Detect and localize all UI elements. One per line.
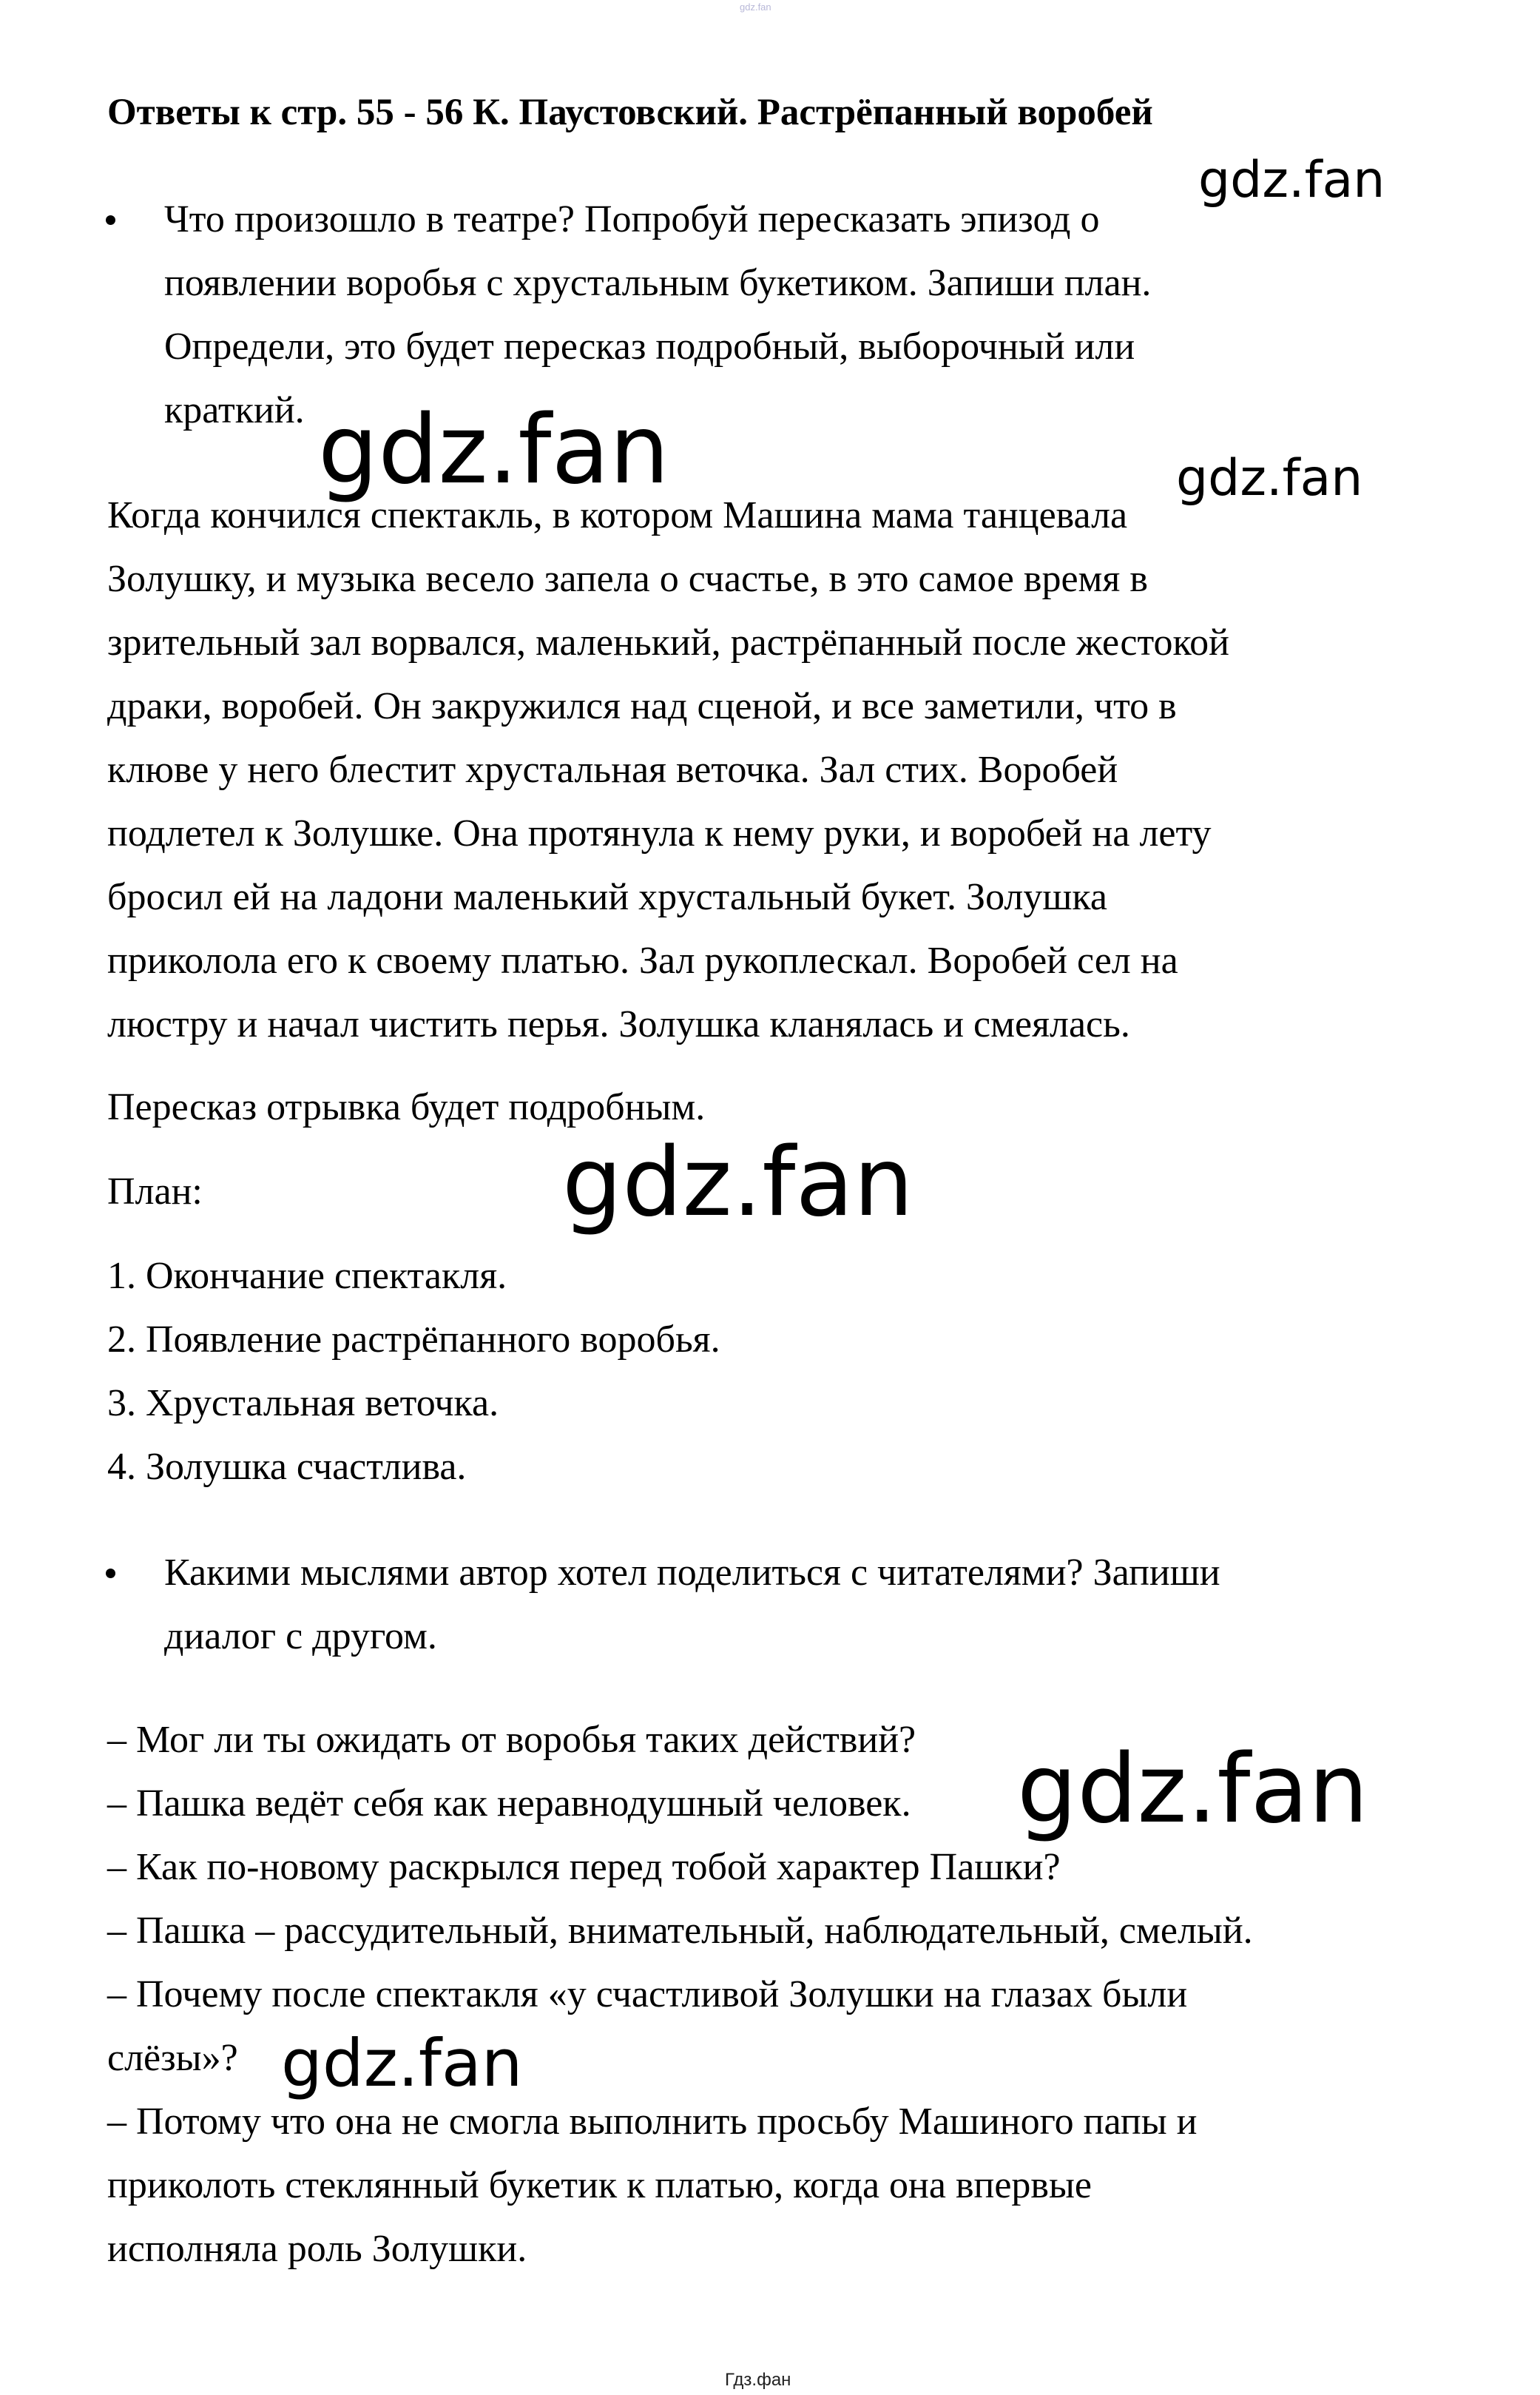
dialogue-line: – Мог ли ты ожидать от воробья таких действий?: [107, 1719, 916, 1761]
watermark: gdz.fan: [1198, 151, 1385, 209]
plan-item: 3. Хрустальная веточка.: [107, 1382, 499, 1424]
retelling-line: драки, воробей. Он закружился над сценой, и все заметили, что в: [107, 685, 1177, 727]
question-1-line: появлении воробья с хрустальным букетиком. Запиши план.: [164, 262, 1152, 304]
dialogue-line: слёзы»?: [107, 2037, 238, 2079]
watermark: gdz.fan: [1176, 449, 1363, 508]
question-2-line: Какими мыслями автор хотел поделиться с читателями? Запиши: [164, 1552, 1220, 1594]
watermark: gdz.fan: [281, 2025, 523, 2101]
dialogue-line: исполняла роль Золушки.: [107, 2228, 527, 2270]
bullet-question-1: [106, 215, 115, 225]
question-1-line: краткий.: [164, 389, 305, 431]
watermark: gdz.fan: [562, 1128, 913, 1238]
dialogue-line: – Почему после спектакля «у счастливой Золушки на глазах были: [107, 1973, 1188, 2015]
footer-text: Гдз.фан: [725, 2370, 791, 2390]
retelling-type: Пересказ отрывка будет подробным.: [107, 1086, 706, 1128]
retelling-line: подлетел к Золушке. Она протянула к нему руки, и воробей на лету: [107, 812, 1212, 855]
watermark: gdz.fan: [1017, 1734, 1368, 1845]
dialogue-line: – Потому что она не смогла выполнить просьбу Машиного папы и: [107, 2101, 1198, 2143]
plan-label: План:: [107, 1170, 203, 1213]
question-2-line: диалог с другом.: [164, 1615, 437, 1657]
retelling-line: Золушку, и музыка весело запела о счастье, в это самое время в: [107, 558, 1148, 600]
page-title: Ответы к стр. 55 - 56 К. Паустовский. Растрёпанный воробей: [107, 92, 1153, 133]
retelling-line: клюве у него блестит хрустальная веточка. Зал стих. Воробей: [107, 749, 1118, 791]
plan-item: 2. Появление растрёпанного воробья.: [107, 1318, 720, 1361]
plan-item: 1. Окончание спектакля.: [107, 1255, 507, 1297]
dialogue-line: – Пашка ведёт себя как неравнодушный человек.: [107, 1782, 911, 1825]
header-watermark: gdz.fan: [740, 1, 771, 13]
question-1-line: Что произошло в театре? Попробуй пересказать эпизод о: [164, 198, 1100, 240]
retelling-line: зрительный зал ворвался, маленький, растрёпанный после жестокой: [107, 622, 1229, 664]
plan-item: 4. Золушка счастлива.: [107, 1446, 467, 1488]
question-1-line: Определи, это будет пересказ подробный, выборочный или: [164, 326, 1135, 368]
retelling-line: бросил ей на ладони маленький хрустальный букет. Золушка: [107, 876, 1107, 918]
dialogue-line: – Как по-новому раскрылся перед тобой характер Пашки?: [107, 1846, 1061, 1888]
retelling-line: люстру и начал чистить перья. Золушка кланялась и смеялась.: [107, 1003, 1130, 1045]
retelling-line: приколола его к своему платью. Зал рукоплескал. Воробей сел на: [107, 940, 1178, 982]
watermark: gdz.fan: [318, 395, 669, 505]
dialogue-line: приколоть стеклянный букетик к платью, когда она впервые: [107, 2164, 1092, 2206]
bullet-question-2: [106, 1569, 115, 1578]
retelling-line: Когда кончился спектакль, в котором Машина мама танцевала: [107, 494, 1128, 536]
dialogue-line: – Пашка – рассудительный, внимательный, наблюдательный, смелый.: [107, 1910, 1253, 1952]
